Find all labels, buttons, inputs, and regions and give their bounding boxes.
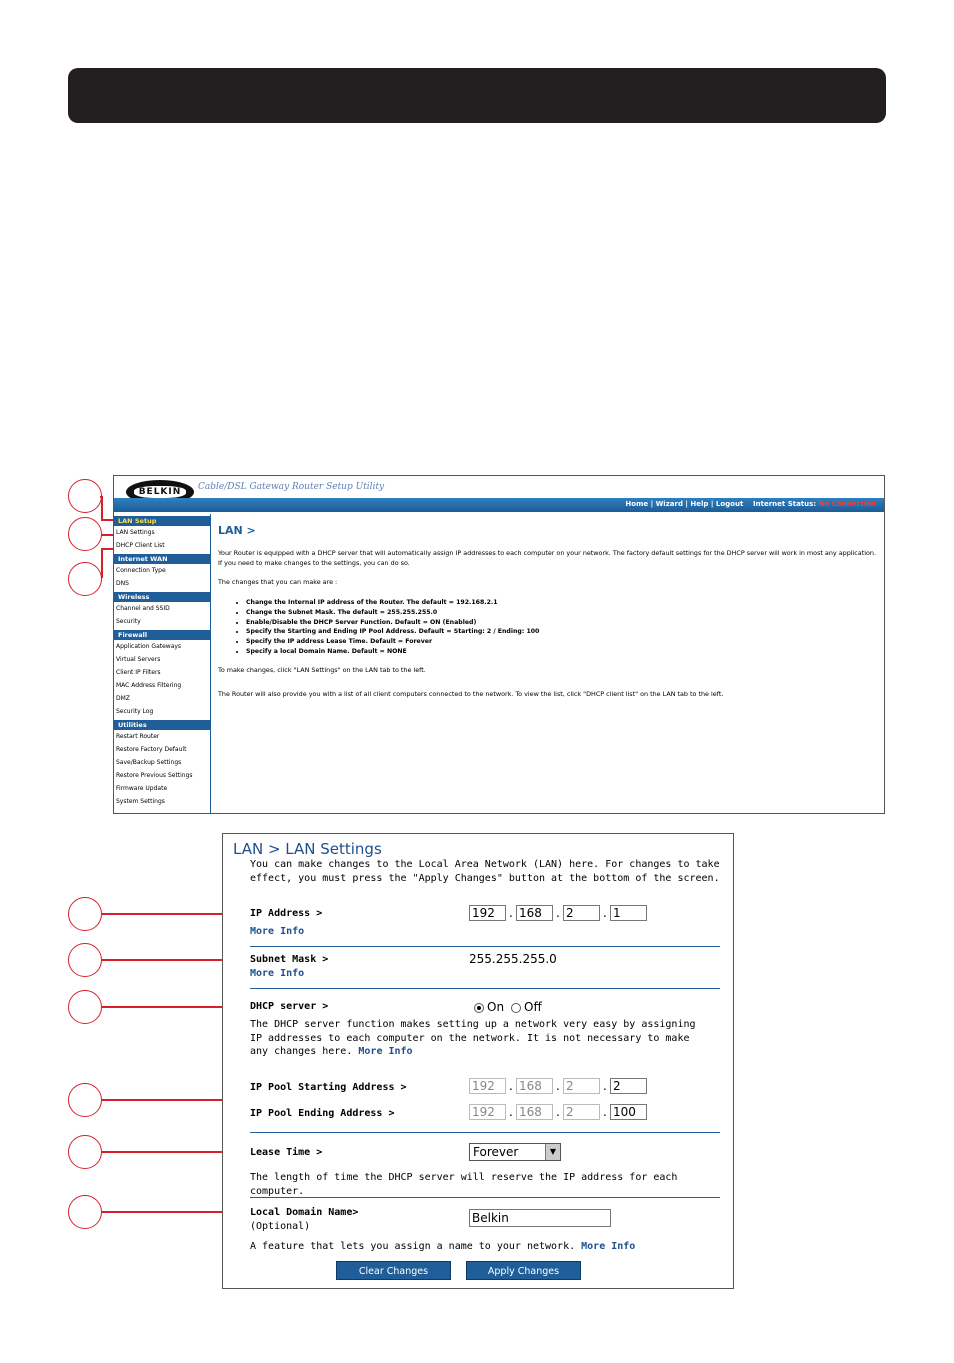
apply-changes-button[interactable]: Apply Changes <box>466 1261 581 1280</box>
sidebar-header-lan-setup[interactable]: LAN Setup <box>114 516 210 526</box>
dhcp-server-label: DHCP server > <box>250 1001 329 1012</box>
callout-3 <box>68 562 102 596</box>
lease-description: The length of time the DHCP server will reserve the IP address for each computer. <box>250 1172 678 1197</box>
sidebar-item-firmware-update[interactable]: Firmware Update <box>116 785 168 792</box>
page-title: LAN > <box>218 524 256 537</box>
ip-octet-2[interactable]: 168 <box>516 905 553 921</box>
list-item: • Change the Subnet Mask. The default = 255.255.255.0 <box>246 608 878 618</box>
lease-time-select[interactable] <box>469 1143 561 1161</box>
clear-changes-button[interactable]: Clear Changes <box>336 1261 451 1280</box>
changes-heading: The changes that you can make are : <box>218 578 338 587</box>
callout-1 <box>68 479 102 513</box>
domain-description: A feature that lets you assign a name to your network. More Info <box>250 1241 636 1252</box>
sidebar-item-dhcp-client-list[interactable]: DHCP Client List <box>116 542 165 549</box>
pool-end-octet-1: 192 <box>469 1104 506 1120</box>
pool-start-label: IP Pool Starting Address > <box>250 1082 407 1093</box>
domain-optional-label: (Optional) <box>250 1221 311 1232</box>
list-item: • Change the Internal IP address of the Router. The default = 192.168.2.1 <box>246 598 878 608</box>
sidebar-item-system-settings[interactable]: System Settings <box>116 798 165 805</box>
sidebar-item-security[interactable]: Security <box>116 618 141 625</box>
callout-6 <box>68 990 102 1024</box>
callout-4 <box>68 897 102 931</box>
sidebar-header-utilities[interactable]: Utilities <box>114 720 210 730</box>
callout-2 <box>68 517 102 551</box>
dhcp-description: The DHCP server function makes setting up a network very easy by assigning IP addresses to each computer on the network. It is not necessary to make any changes here. More Info <box>250 1019 696 1057</box>
ip-address-label: IP Address > <box>250 908 323 919</box>
main-content <box>218 524 878 710</box>
pool-end-label: IP Pool Ending Address > <box>250 1108 395 1119</box>
pool-end-octet-3: 2 <box>563 1104 600 1120</box>
domain-more-info-link[interactable]: More Info <box>581 1241 636 1252</box>
internet-status-label: Internet Status: <box>753 500 817 508</box>
callout-5 <box>68 943 102 977</box>
page-title: LAN > LAN Settings <box>233 840 382 858</box>
list-item: • Enable/Disable the DHCP Server Function. Default = ON (Enabled) <box>246 618 878 628</box>
chevron-down-icon[interactable]: ▼ <box>545 1144 560 1160</box>
pool-start-octet-4[interactable]: 2 <box>610 1078 647 1094</box>
lease-time-value: Forever <box>473 1145 519 1159</box>
instructions-paragraph: To make changes, click "LAN Settings" on the LAN tab to the left. <box>218 666 426 675</box>
sidebar-item-save-backup[interactable]: Save/Backup Settings <box>116 759 182 766</box>
sidebar-item-restore-factory[interactable]: Restore Factory Default <box>116 746 187 753</box>
sidebar-item-connection-type[interactable]: Connection Type <box>116 567 166 574</box>
lease-time-label: Lease Time > <box>250 1147 323 1158</box>
sidebar-item-application-gateways[interactable]: Application Gateways <box>116 643 182 650</box>
pool-start-octet-1: 192 <box>469 1078 506 1094</box>
sidebar-header-firewall[interactable]: Firewall <box>114 630 210 640</box>
pool-start-octet-2: 168 <box>516 1078 553 1094</box>
lan-settings-screenshot: LAN > LAN Settings You can make changes to the Local Area Network (LAN) here. For changes to take effect, you must press the "Apply Changes" button at the bottom of the screen. IP Address > More Info 192 . 168 . 2 . 1 Subnet Mask > More Info 255.255.255.0 DHCP server > On Off The DHCP server function makes setting up a network very easy by assigning IP addresses to each computer on the network. It is not necessary to make any changes here. More Info IP Pool Starting Address > 192 . 168 . 2 . 2 IP Pool Ending Address > 192 . 168 . 2 . 100 Lease Time > Forever ▼ The length of time the DHCP server will reserve the IP address for each computer. Local Domain Name> (Optional) Belkin A feature that lets you assign a name to your network. More Info Clear Changes Apply Changes <box>222 833 734 1289</box>
ip-octet-4[interactable]: 1 <box>610 905 647 921</box>
ip-more-info-link[interactable]: More Info <box>250 926 305 937</box>
sidebar-item-mac-filtering[interactable]: MAC Address Filtering <box>116 682 182 689</box>
belkin-logo: BELKIN <box>126 480 194 504</box>
list-item: • Specify the Starting and Ending IP Pool Address. Default = Starting: 2 / Ending: 100 <box>246 627 878 637</box>
intro-text: You can make changes to the Local Area Network (LAN) here. For changes to take effect, you must press the "Apply Changes" button at the bottom of the screen. <box>250 859 720 884</box>
sidebar-item-restore-previous[interactable]: Restore Previous Settings <box>116 772 193 779</box>
sidebar-item-virtual-servers[interactable]: Virtual Servers <box>116 656 161 663</box>
header-banner <box>68 68 886 123</box>
dhcp-off-label: Off <box>524 1000 542 1014</box>
domain-name-label: Local Domain Name> <box>250 1207 359 1218</box>
sidebar-item-dmz[interactable]: DMZ <box>116 695 130 702</box>
ip-octet-1[interactable]: 192 <box>469 905 506 921</box>
dhcp-on-radio[interactable] <box>474 1003 484 1013</box>
sidebar-header-internet-wan[interactable]: Internet WAN <box>114 554 210 564</box>
sidebar-item-lan-settings[interactable]: LAN Settings <box>116 529 155 536</box>
home-link[interactable]: Home <box>625 500 649 508</box>
sidebar <box>114 514 211 814</box>
utility-title: Cable/DSL Gateway Router Setup Utility <box>198 482 385 492</box>
dhcp-more-info-link[interactable]: More Info <box>358 1046 413 1057</box>
dhcp-off-radio[interactable] <box>511 1003 521 1013</box>
callout-9 <box>68 1195 102 1229</box>
sidebar-item-client-ip-filters[interactable]: Client IP Filters <box>116 669 161 676</box>
pool-end-octet-2: 168 <box>516 1104 553 1120</box>
sidebar-item-restart-router[interactable]: Restart Router <box>116 733 160 740</box>
subnet-more-info-link[interactable]: More Info <box>250 968 305 979</box>
ip-octet-3[interactable]: 2 <box>563 905 600 921</box>
domain-name-input[interactable]: Belkin <box>469 1209 611 1227</box>
pool-end-octet-4[interactable]: 100 <box>610 1104 647 1120</box>
sidebar-item-security-log[interactable]: Security Log <box>116 708 154 715</box>
help-link[interactable]: Help <box>690 500 709 508</box>
list-item: • Specify the IP address Lease Time. Default = Forever <box>246 637 878 647</box>
subnet-mask-value: 255.255.255.0 <box>469 952 557 966</box>
sidebar-header-wireless[interactable]: Wireless <box>114 592 210 602</box>
lan-overview-screenshot <box>113 475 885 814</box>
logout-link[interactable]: Logout <box>715 500 744 508</box>
pool-start-octet-3: 2 <box>563 1078 600 1094</box>
subnet-mask-label: Subnet Mask > <box>250 954 329 965</box>
client-list-paragraph: The Router will also provide you with a list of all client computers connected to the network. To view the list, click "DHCP client list" on the LAN tab to the left. <box>218 690 724 699</box>
sidebar-item-dns[interactable]: DNS <box>116 580 129 587</box>
internet-status-value: No Connection <box>818 500 876 508</box>
list-item: • Specify a local Domain Name. Default = NONE <box>246 647 878 657</box>
intro-paragraph: Your Router is equipped with a DHCP server that will automatically assign IP addresses to each computer on your network. The factory default settings for the DHCP server will work in most any application. If you need to make changes to the settings, you can do so. <box>218 549 876 567</box>
callout-8 <box>68 1135 102 1169</box>
top-links: Home | Wizard | Help | Logout Internet Status: No Connection <box>625 500 876 508</box>
dhcp-on-label: On <box>487 1000 505 1014</box>
callout-7 <box>68 1083 102 1117</box>
wizard-link[interactable]: Wizard <box>655 500 683 508</box>
changes-list <box>232 598 878 656</box>
sidebar-item-channel-ssid[interactable]: Channel and SSID <box>116 605 170 612</box>
